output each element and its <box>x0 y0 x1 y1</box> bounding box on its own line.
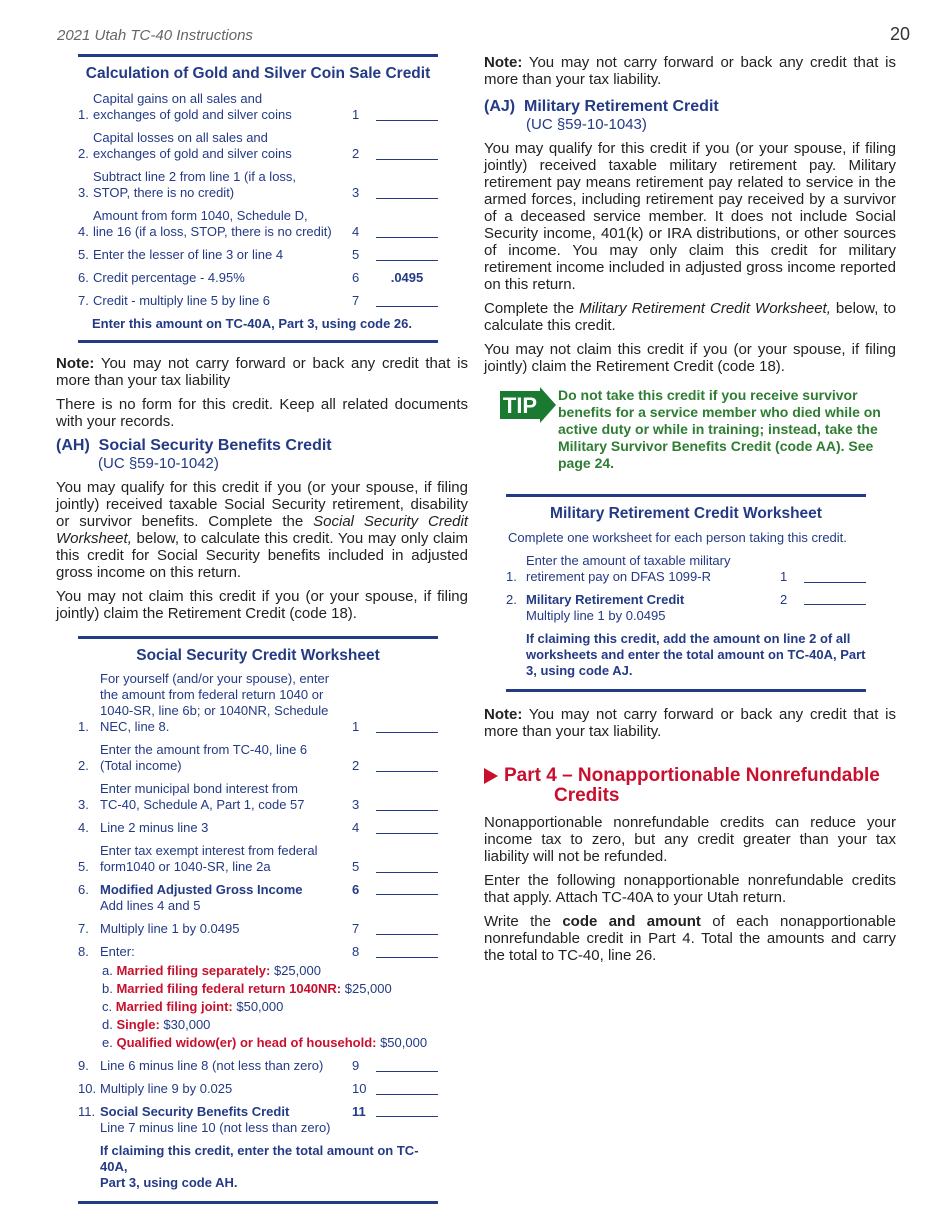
part4-heading: Part 4 – Nonapportionable Nonrefundable Credits <box>484 766 896 806</box>
answer-blank[interactable] <box>376 248 438 261</box>
worksheet-intro: Complete one worksheet for each person taking this credit. <box>508 530 847 545</box>
worksheet-line: 8. Enter: 8 <box>78 944 438 960</box>
worksheet-line: 11. Social Security Benefits Credit Line 7 minus line 10 (not less than zero) 11 <box>78 1104 438 1136</box>
worksheet-instruction: Enter this amount on TC-40A, Part 3, using code 26. <box>92 316 412 331</box>
worksheet-title: Calculation of Gold and Silver Coin Sale Credit <box>85 65 431 82</box>
worksheet-line: 4. Amount from form 1040, Schedule D, line 16 (if a loss, STOP, there is no credit) 4 <box>78 208 438 240</box>
worksheet-line: 3. Enter municipal bond interest from TC-40, Schedule A, Part 1, code 57 3 <box>78 781 438 813</box>
answer-blank[interactable] <box>376 759 438 772</box>
worksheet-line: 5. Enter the lesser of line 3 or line 4 5 <box>78 247 438 263</box>
option-a: a. Married filing separately: $25,000 <box>102 963 321 978</box>
worksheet-line: 1. Enter the amount of taxable military retirement pay on DFAS 1099-R 1 <box>506 553 866 585</box>
tip-label: TIP <box>502 393 538 418</box>
worksheet-line: 7. Multiply line 1 by 0.0495 7 <box>78 921 438 937</box>
option-e: e. Qualified widow(er) or head of household: $50,000 <box>102 1035 428 1050</box>
note-paragraph: Note: You may not carry forward or back any credit that is more than your tax liability. <box>484 706 896 740</box>
social-security-worksheet <box>78 636 438 1204</box>
answer-blank[interactable] <box>376 225 438 238</box>
worksheet-instruction: If claiming this credit, add the amount on line 2 of all worksheets and enter the total amount on TC-40A, Part 3, using code AJ. <box>526 631 866 678</box>
part4-paragraph-2: Enter the following nonapportionable nonrefundable credits that apply. Attach TC-40A to your Utah return. <box>484 872 896 906</box>
answer-blank[interactable] <box>376 1104 438 1117</box>
answer-blank[interactable] <box>376 922 438 935</box>
worksheet-line: 1. Capital gains on all sales and exchanges of gold and silver coins 1 <box>78 91 438 123</box>
worksheet-line: 4. Line 2 minus line 3 4 <box>78 820 438 836</box>
worksheet-line: 2. Military Retirement Credit Multiply line 1 by 0.0495 2 <box>506 592 866 624</box>
answer-blank[interactable] <box>376 882 438 895</box>
aj-paragraph-2: Complete the Military Retirement Credit Worksheet, below, to calculate this credit. <box>484 300 896 334</box>
ah-paragraph-2: You may not claim this credit if you (or your spouse, if filing jointly) claim the Retirement Credit (code 18). <box>56 588 468 622</box>
answer-blank[interactable] <box>376 147 438 160</box>
tip-box <box>500 387 896 472</box>
worksheet-title: Military Retirement Credit Worksheet <box>550 505 822 522</box>
option-d: d. Single: $30,000 <box>102 1017 211 1032</box>
answer-blank[interactable] <box>376 108 438 121</box>
answer-blank[interactable] <box>376 945 438 958</box>
answer-blank[interactable] <box>376 860 438 873</box>
part4-paragraph-3: Write the code and amount of each nonapportionable nonrefundable credit in Part 4. Total the amounts and carry the total to TC-40, line 26. <box>484 913 896 964</box>
filing-status-options <box>78 962 438 1052</box>
answer-blank[interactable] <box>376 294 438 307</box>
page-number: 20 <box>890 24 911 44</box>
answer-blank[interactable] <box>376 821 438 834</box>
worksheet-title: Social Security Credit Worksheet <box>136 647 380 664</box>
worksheet-line: 5. Enter tax exempt interest from federal form1040 or 1040-SR, line 2a 5 <box>78 843 438 875</box>
tip-text: Do not take this credit if you receive survivor benefits for a service member who died while on active duty or while in training; instead, take the Military Survivor Benefits Credit (code AA). See page 24. <box>558 387 881 471</box>
worksheet-line: 2. Enter the amount from TC-40, line 6 (Total income) 2 <box>78 742 438 774</box>
military-retirement-worksheet <box>506 494 866 692</box>
answer-blank[interactable] <box>376 186 438 199</box>
option-c: c. Married filing joint: $50,000 <box>102 999 284 1014</box>
page-header-title: 2021 Utah TC-40 Instructions <box>57 27 253 44</box>
answer-blank[interactable] <box>376 798 438 811</box>
ah-paragraph-1: You may qualify for this credit if you (or your spouse, if filing jointly) received taxable Social Security retirement, disability or survivor benefits. Complete the Social Security Credit Worksheet, below, to calculate this credit. You may only claim this credit for Social Security benefits included in adjusted gross income on this return. <box>56 479 469 581</box>
worksheet-instruction: If claiming this credit, enter the total amount on TC-40A, Part 3, using code AH. <box>100 1143 419 1190</box>
worksheet-line: 9. Line 6 minus line 8 (not less than zero) 9 <box>78 1058 438 1074</box>
note-paragraph: Note: You may not carry forward or back any credit that is more than your tax liability <box>56 355 468 389</box>
no-form-paragraph: There is no form for this credit. Keep all related documents with your records. <box>56 396 468 430</box>
aj-heading: (AJ) Military Retirement Credit (UC §59-10-1043) <box>484 98 719 133</box>
tip-arrow-icon <box>500 387 556 423</box>
credit-percentage-value: .0495 <box>390 270 424 285</box>
ah-heading: (AH) Social Security Benefits Credit (UC §59-10-1042) <box>56 437 332 472</box>
left-column <box>56 54 468 1204</box>
worksheet-line: 3. Subtract line 2 from line 1 (if a loss, STOP, there is no credit) 3 <box>78 169 438 201</box>
right-column <box>484 54 896 971</box>
answer-blank[interactable] <box>804 592 866 605</box>
worksheet-line: 6. Modified Adjusted Gross Income Add lines 4 and 5 6 <box>78 882 438 914</box>
note-paragraph: Note: You may not carry forward or back any credit that is more than your tax liability. <box>484 54 896 88</box>
option-b: b. Married filing federal return 1040NR: $25,000 <box>102 981 392 996</box>
triangle-right-icon <box>484 768 504 806</box>
aj-paragraph-3: You may not claim this credit if you (or your spouse, if filing jointly) claim the Retirement Credit (code 18). <box>484 341 896 375</box>
aj-paragraph-1: You may qualify for this credit if you (or your spouse, if filing jointly) received taxable military retirement pay. Military retirement pay means retirement pay related to service in the armed forces, including retirement pay received by a survivor of a deceased service member. It does not include Social Security income, 401(k) or IRA distributions, or other sources of income. You may only claim this credit for military retirement income included in adjusted gross income reported on this return. <box>484 140 896 293</box>
answer-blank[interactable] <box>376 720 438 733</box>
answer-blank[interactable] <box>804 570 866 583</box>
worksheet-line: 6. Credit percentage - 4.95% 6 .0495 <box>78 270 438 286</box>
worksheet-line: 10. Multiply line 9 by 0.025 10 <box>78 1081 438 1097</box>
worksheet-line: 7. Credit - multiply line 5 by line 6 7 <box>78 293 438 309</box>
part4-paragraph-1: Nonapportionable nonrefundable credits can reduce your income tax to zero, but any credit greater than your tax liability will not be refunded. <box>484 814 896 865</box>
answer-blank[interactable] <box>376 1059 438 1072</box>
worksheet-line: 1. For yourself (and/or your spouse), enter the amount from federal return 1040 or 1040-SR, line 6b; or 1040NR, Schedule NEC, line 8. 1 <box>78 671 438 735</box>
worksheet-line: 2. Capital losses on all sales and exchanges of gold and silver coins 2 <box>78 130 438 162</box>
answer-blank[interactable] <box>376 1082 438 1095</box>
gold-silver-worksheet <box>78 54 438 343</box>
